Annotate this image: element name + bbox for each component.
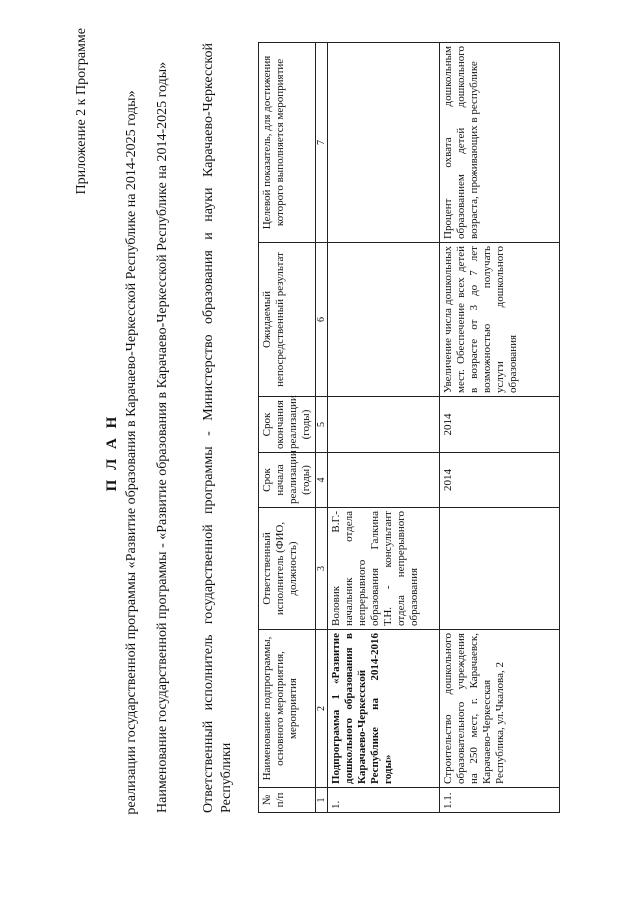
column-number-row — [316, 43, 328, 813]
responsible-executor: Ответственный исполнитель государственной программы - Министерство образования и науки Карачаево-Черкесской Республики — [201, 43, 234, 813]
row-end: 2014 — [440, 397, 560, 453]
table-row — [328, 43, 440, 813]
row-num: 1.1. — [440, 788, 560, 813]
header-end: Срок окончания реализации (годы) — [259, 397, 316, 453]
row-indicator — [328, 43, 440, 243]
col-number: 5 — [316, 397, 328, 453]
program-name: Наименование государственной программы - «Развитие образования в Карачаево-Черкесской Республике на 2014-2025 годы» — [155, 61, 170, 813]
row-start — [328, 453, 440, 508]
row-executor: Воловик В.Г.- начальник отдела непрерывного образования Галкина Т.Н. - консультант отдела непрерывного образования — [328, 508, 440, 630]
row-executor — [440, 508, 560, 630]
row-name: Подпрограмма 1 «Развитие дошкольного образования в Карачаево-Черкесской Республике на 2014-2016 годы» — [328, 630, 440, 788]
col-number: 1 — [316, 788, 328, 813]
header-start: Срок начала реализации (годы) — [259, 453, 316, 508]
document-subtitle: реализации государственной программы «Развитие образования в Карачаево-Черкесской Республике на 2014-2025 годы» — [124, 90, 139, 815]
table-row — [440, 43, 560, 813]
header-name: Наименование подпрограммы, основного мероприятия, мероприятия — [259, 630, 316, 788]
col-number: 7 — [316, 43, 328, 243]
row-indicator: Процент охвата дошкольным образованием детей дошкольного возраста, проживающих в республике — [440, 43, 560, 243]
row-end — [328, 397, 440, 453]
header-result: Ожидаемый непосредственный результат — [259, 243, 316, 397]
header-num: № п/п — [259, 788, 316, 813]
plan-table — [258, 42, 560, 813]
row-name: Строительство дошкольного образовательного учреждения на 250 мест, г. Карачаевск, Карачаево-Черкесская Республика, ул.Чкалова, 2 — [440, 630, 560, 788]
header-indicator: Целевой показатель, для достижения которого выполняется мероприятие — [259, 43, 316, 243]
row-num: 1. — [328, 788, 440, 813]
row-result: Увеличение числа дошкольных мест. Обеспечение всех детей в возрасте от 3 до 7 лет возможностью получать услуги дошкольного образования — [440, 243, 560, 397]
document-title: П Л А Н — [104, 413, 120, 492]
annex-label: Приложение 2 к Программе — [74, 28, 89, 195]
col-number: 4 — [316, 453, 328, 508]
col-number: 2 — [316, 630, 328, 788]
row-result — [328, 243, 440, 397]
row-start: 2014 — [440, 453, 560, 508]
table-header-row — [259, 43, 316, 813]
header-executor: Ответственный исполнитель (ФИО, должность) — [259, 508, 316, 630]
col-number: 3 — [316, 508, 328, 630]
col-number: 6 — [316, 243, 328, 397]
